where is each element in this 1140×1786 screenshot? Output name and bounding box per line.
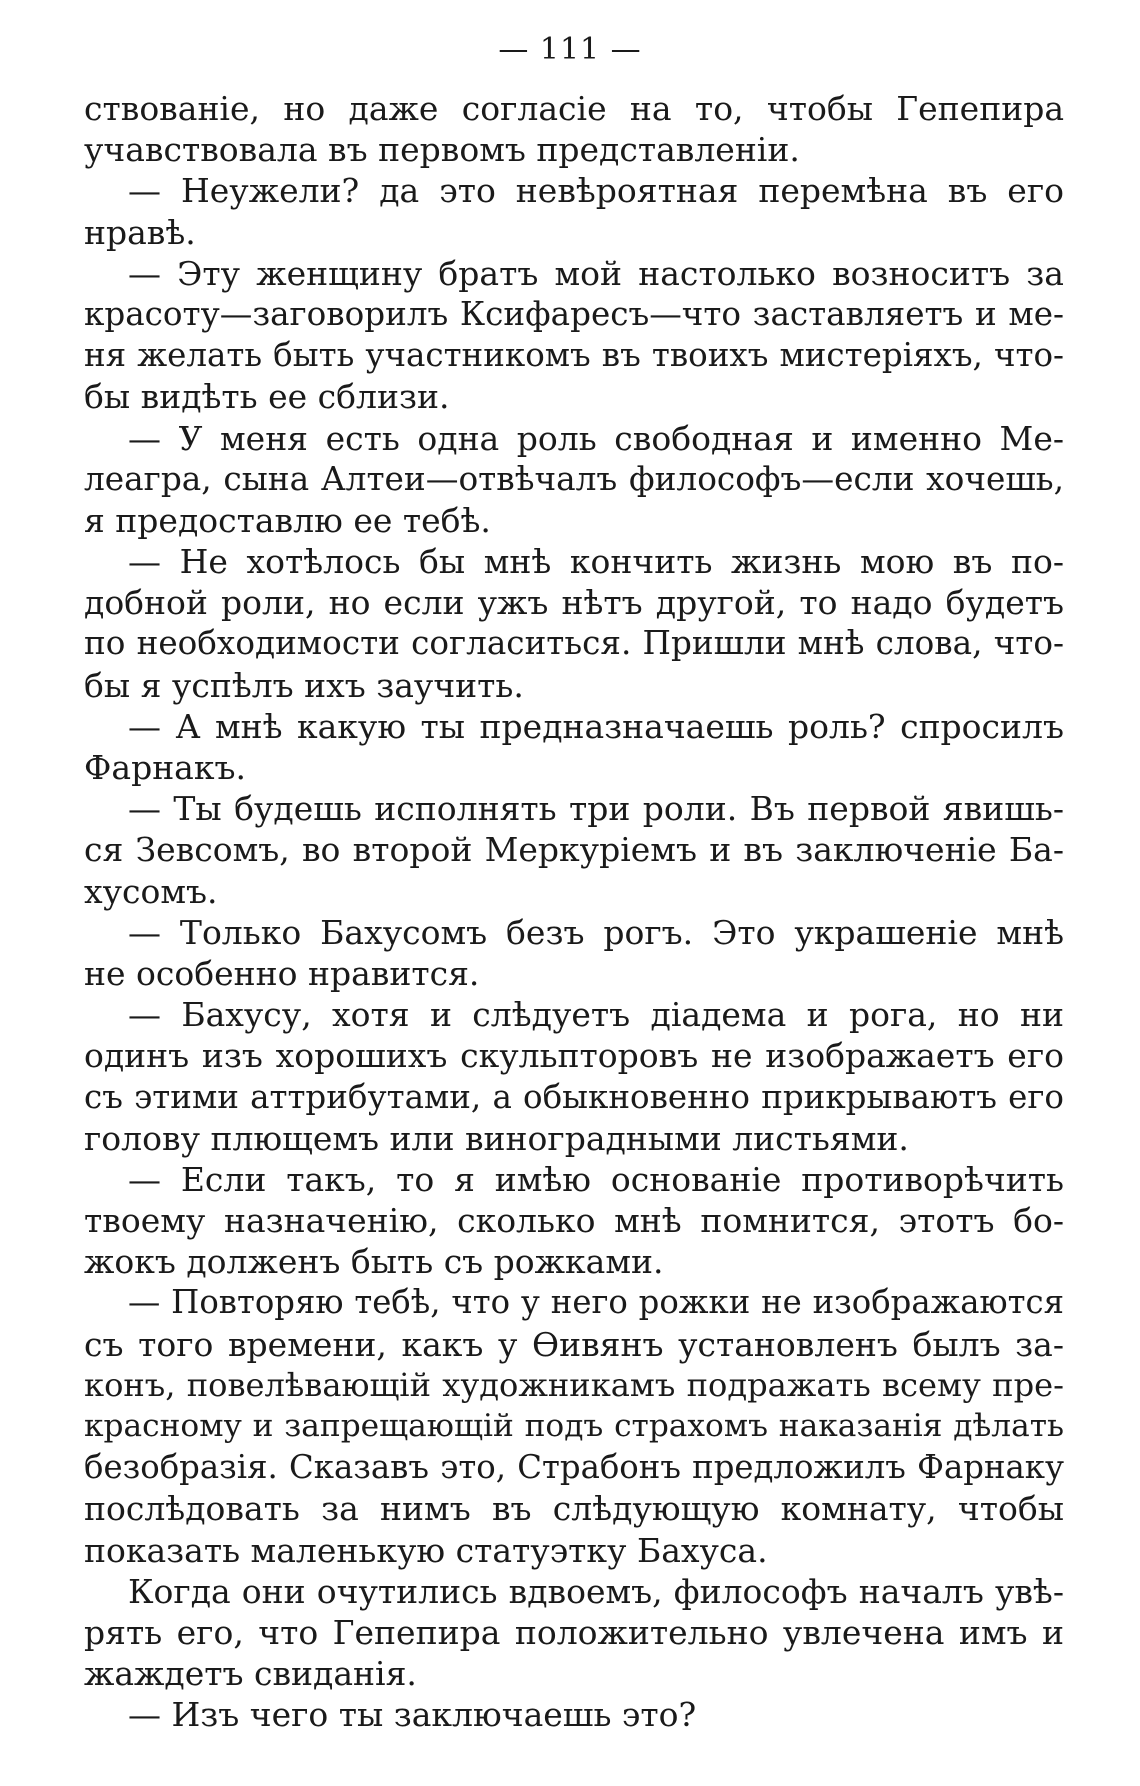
text-line: — У меня есть одна роль свободная и именно Ме- — [128, 418, 1064, 458]
text-line: — Неужели? да это невѣроятная перемѣна въ его — [128, 171, 1064, 211]
text-line: добной роли, но если ужъ нѣтъ другой, то надо будетъ — [84, 583, 1064, 623]
text-line: голову плющемъ или виноградными листьями. — [84, 1118, 909, 1158]
text-line: — Только Бахусомъ безъ рогъ. Это украшеніе мнѣ — [128, 912, 1064, 952]
text-line: безобразія. Сказавъ это, Страбонъ предложилъ Фарнаку — [84, 1448, 1064, 1487]
text-line: ся Зевсомъ, во второй Меркуріемъ и въ заключеніе Ба- — [84, 830, 1064, 870]
text-line: по необходимости согласиться. Пришли мнѣ слова, что- — [84, 624, 1064, 663]
text-line: — Не хотѣлось бы мнѣ кончить жизнь мою въ по- — [128, 542, 1064, 582]
text-line: — Повторяю тебѣ, что у него рожки не изображаются — [128, 1283, 1064, 1322]
text-line: учавствовала въ первомъ представленіи. — [84, 130, 800, 170]
text-line: бы я успѣлъ ихъ заучить. — [84, 665, 524, 705]
text-line: жаждетъ свиданія. — [84, 1654, 417, 1694]
text-line: нравѣ. — [84, 212, 196, 252]
text-line: показать маленькую статуэтку Бахуса. — [84, 1530, 768, 1570]
text-line: не особенно нравится. — [84, 953, 480, 993]
text-line: Когда они очутились вдвоемъ, философъ началъ увѣ- — [128, 1571, 1064, 1611]
text-line: — Бахусу, хотя и слѣдуетъ діадема и рога, но ни — [128, 995, 1064, 1035]
text-line: леагра, сына Алтеи—отвѣчалъ философъ—если хочешь, — [84, 459, 1064, 498]
text-line: твоему назначенію, сколько мнѣ помнится, этотъ бо- — [84, 1201, 1064, 1241]
text-line: хусомъ. — [84, 871, 218, 911]
text-line: ня желать быть участникомъ въ твоихъ мистеріяхъ, что- — [84, 336, 1064, 375]
text-line: ствованіе, но даже согласіе на то, чтобы Гепепира — [84, 89, 1064, 128]
text-line: конъ, повелѣвающій художникамъ подражать всему пре- — [84, 1365, 1064, 1404]
text-line: — Эту женщину братъ мой настолько возноситъ за — [128, 253, 1064, 293]
text-line: красоту—заговорилъ Ксифаресъ—что заставляетъ и ме- — [84, 294, 1064, 333]
body-text — [84, 88, 1064, 1736]
text-line: Фарнакъ. — [84, 748, 246, 787]
text-line: жокъ долженъ быть съ рожками. — [84, 1242, 664, 1282]
page-number: — 111 — — [498, 32, 642, 67]
text-line: — Ты будешь исполнять три роли. Въ первой явишь- — [128, 789, 1064, 829]
text-line: бы видѣть ее сблизи. — [84, 377, 450, 417]
text-line: — А мнѣ какую ты предназначаешь роль? спросилъ — [128, 706, 1064, 746]
text-line: рять его, что Гепепира положительно увлечена имъ и — [84, 1612, 1064, 1652]
text-line: — Если такъ, то я имѣю основаніе противорѣчить — [128, 1159, 1064, 1199]
text-line: — Изъ чего ты заключаешь это? — [128, 1695, 697, 1735]
text-line: съ того времени, какъ у Ѳивянъ установленъ былъ за- — [84, 1324, 1064, 1364]
text-line: я предоставлю ее тебѣ. — [84, 500, 491, 540]
text-line: одинъ изъ хорошихъ скульпторовъ не изображаетъ его — [84, 1036, 1064, 1076]
text-line: послѣдовать за нимъ въ слѣдующую комнату, чтобы — [84, 1489, 1064, 1529]
text-line: съ этими аттрибутами, а обыкновенно прикрываютъ его — [84, 1077, 1064, 1116]
text-line: красному и запрещающій подъ страхомъ наказанія дѣлать — [84, 1408, 1064, 1444]
